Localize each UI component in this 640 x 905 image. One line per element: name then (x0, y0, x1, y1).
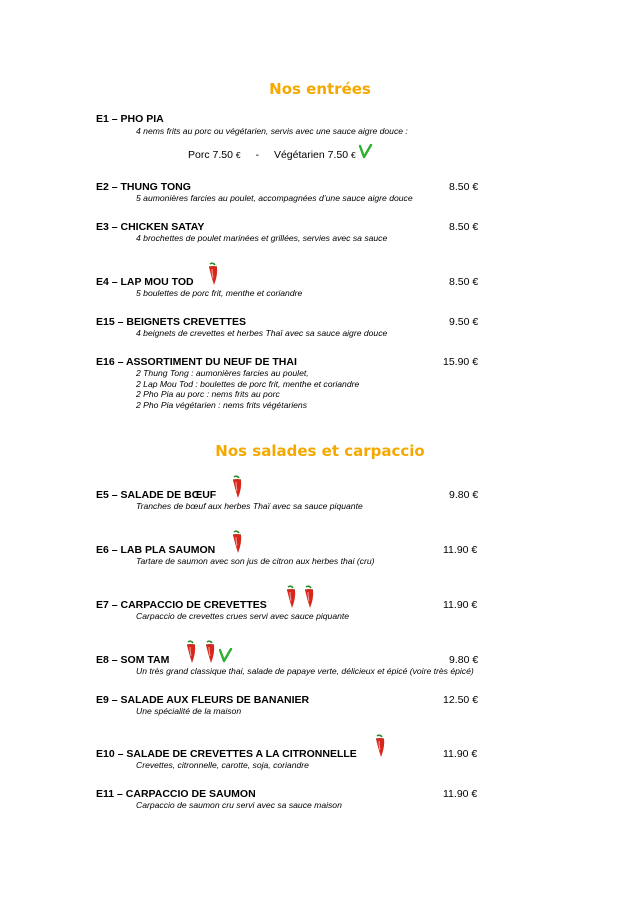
item-price: 9.50 € (449, 316, 479, 328)
chili-pepper-icon (373, 733, 387, 759)
item-name: E1 – PHO PIA (96, 113, 164, 125)
vegetarian-leaf-icon (219, 648, 233, 664)
item-icons (230, 474, 244, 500)
chili-pepper-icon (230, 474, 244, 500)
item-description: Carpaccio de crevettes crues servi avec sauce piquante (136, 611, 350, 621)
item-description: 4 nems frits au porc ou végétarien, servis avec une sauce aigre douce : (136, 126, 408, 136)
item-description: 4 beignets de crevettes et herbes Thaï avec sa sauce aigre douce (136, 328, 388, 338)
chili-pepper-icon (302, 584, 316, 610)
currency-symbol: € (351, 150, 356, 160)
item-price: 8.50 € (449, 276, 479, 288)
item-name: E9 – SALADE AUX FLEURS DE BANANIER (96, 694, 310, 706)
item-name: E11 – CARPACCIO DE SAUMON (96, 788, 256, 800)
item-description: 5 boulettes de porc frit, menthe et coriandre (136, 288, 303, 298)
item-name: E16 – ASSORTIMENT DU NEUF DE THAI (96, 356, 297, 368)
chili-pepper-icon (284, 584, 298, 610)
price-porc: Porc 7.50 (188, 149, 233, 161)
item-price: 11.90 € (443, 544, 478, 556)
item-description: 2 Thung Tong : aumonières farcies au poulet, (136, 368, 309, 378)
item-description: Tartare de saumon avec son jus de citron aux herbes thai (cru) (136, 556, 375, 566)
item-price: 15.90 € (443, 356, 479, 368)
item-name: E3 – CHICKEN SATAY (96, 221, 205, 233)
price-separator: - (255, 149, 260, 161)
item-description: Carpaccio de saumon cru servi avec sa sauce maison (136, 800, 342, 810)
item-icons (284, 584, 316, 610)
item-description: 5 aumonières farcies au poulet, accompagnées d’une sauce aigre douce (136, 193, 413, 203)
item-description: 4 brochettes de poulet marinées et grillées, servies avec sa sauce (136, 233, 388, 243)
item-price: 11.90 € (443, 748, 478, 760)
item-name: E15 – BEIGNETS CREVETTES (96, 316, 246, 328)
item-name: E4 – LAP MOU TOD (96, 276, 194, 288)
item-price: 9.80 € (449, 654, 479, 666)
item-description: 2 Lap Mou Tod : boulettes de porc frit, menthe et coriandre (136, 378, 360, 389)
chili-pepper-icon (206, 261, 220, 287)
currency-symbol: € (235, 150, 241, 160)
item-description: Tranches de bœuf aux herbes Thaï avec sa sauce piquante (136, 501, 363, 511)
item-price: 9.80 € (449, 489, 479, 501)
item-icons (230, 529, 244, 555)
item-name: E10 – SALADE DE CREVETTES A LA CITRONNELLE (96, 748, 357, 760)
item-icons (206, 261, 220, 287)
section-title-entrees: Nos entrées (269, 80, 371, 98)
item-name: E2 – THUNG TONG (96, 181, 191, 193)
chili-pepper-icon (184, 639, 198, 665)
item-price: 11.90 € (443, 599, 478, 611)
item-price: 8.50 € (449, 181, 479, 193)
chili-pepper-icon (203, 639, 217, 665)
item-description: Une spécialité de la maison (136, 706, 242, 716)
item-description: 2 Pho Pia au porc : nems frits au porc (136, 389, 280, 399)
item-description: 2 Pho Pia végétarien : nems frits végétariens (136, 399, 308, 410)
item-icons (184, 639, 233, 665)
item-price: 8.50 € (449, 221, 479, 233)
item-description: Crevettes, citronnelle, carotte, soja, coriandre (136, 760, 309, 770)
item-name: E5 – SALADE DE BŒUF (96, 489, 217, 501)
item-price: 11.90 € (443, 788, 478, 800)
item-price: 12.50 € (443, 694, 479, 706)
item-description: Un très grand classique thai, salade de papaye verte, délicieux et épicé (voire très épicé) (136, 666, 474, 676)
price-options (188, 144, 373, 161)
vegetarian-leaf-icon (359, 144, 373, 160)
item-name: E6 – LAB PLA SAUMON (96, 544, 216, 556)
chili-pepper-icon (230, 529, 244, 555)
item-icons (373, 733, 387, 759)
price-vegetarian: Végétarien 7.50 (273, 149, 349, 161)
section-title-salades: Nos salades et carpaccio (215, 442, 425, 460)
item-name: E8 – SOM TAM (96, 654, 170, 666)
item-name: E7 – CARPACCIO DE CREVETTES (96, 599, 267, 611)
